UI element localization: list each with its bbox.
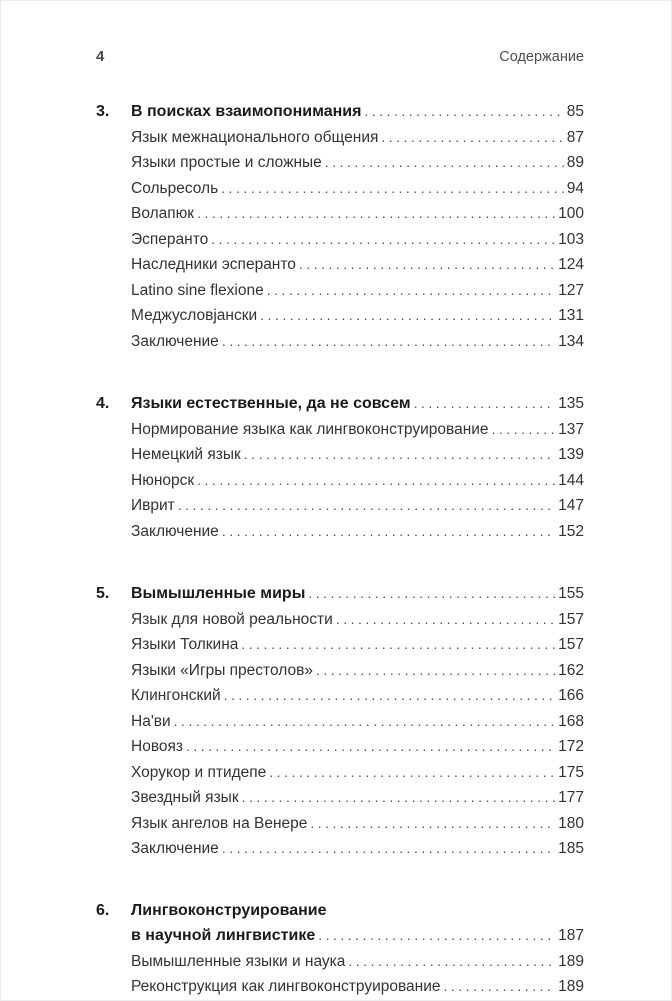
page-number: 124 — [558, 256, 584, 273]
page-number: 127 — [558, 281, 584, 299]
toc-section-heading — [96, 899, 584, 924]
toc-item — [96, 176, 584, 202]
dot-leader — [364, 99, 563, 125]
toc-section-title: в научной лингвистике — [131, 927, 316, 944]
dot-leader — [444, 974, 556, 1000]
toc-item-title: Новояз — [131, 738, 183, 755]
toc-item-title: Языки простые и сложные — [131, 154, 322, 171]
toc-item — [96, 468, 584, 494]
toc-item — [96, 442, 584, 468]
toc-section — [96, 899, 584, 1000]
dot-leader — [318, 923, 555, 949]
dot-leader — [492, 417, 556, 443]
page-number: 152 — [558, 522, 584, 540]
toc-section-number: 5. — [96, 585, 110, 602]
toc-item-title: На'ви — [131, 712, 171, 730]
dot-leader — [325, 150, 564, 176]
page-number: 157 — [558, 636, 584, 653]
dot-leader — [197, 468, 555, 494]
page-number: 177 — [558, 789, 584, 806]
page-number: 172 — [558, 738, 584, 755]
toc-section-title: Лингвоконструирование — [131, 901, 327, 919]
page-number: 157 — [558, 610, 584, 628]
toc-item-title: Клингонский — [131, 687, 221, 704]
dot-leader — [222, 519, 555, 545]
toc-item — [96, 811, 584, 837]
toc-section-heading — [96, 581, 584, 607]
toc-item — [96, 252, 584, 278]
toc-item — [96, 150, 584, 176]
page-number: 89 — [566, 154, 584, 171]
toc-item-title: Звездный язык — [131, 789, 239, 806]
toc-item-title: Заключение — [131, 840, 219, 857]
toc-section-heading — [96, 923, 584, 949]
dot-leader — [241, 632, 555, 658]
toc-section — [96, 99, 584, 354]
toc-item-title: Языки Толкина — [131, 636, 239, 653]
toc-item-title: Язык для новой реальности — [131, 610, 333, 628]
table-of-contents — [96, 99, 584, 1000]
toc-item-title: Языки «Игры престолов» — [131, 661, 313, 679]
page-number: 189 — [558, 952, 584, 970]
toc-item-title: Волапюк — [131, 205, 195, 222]
page-number: 175 — [558, 763, 584, 781]
page-number: 147 — [558, 497, 584, 514]
page-number: 185 — [558, 840, 584, 857]
toc-section — [96, 581, 584, 862]
dot-leader — [224, 683, 555, 709]
toc-section-title: Языки естественные, да не совсем — [131, 395, 411, 412]
toc-item — [96, 607, 584, 633]
dot-leader — [260, 303, 555, 329]
page-number: 87 — [566, 128, 584, 146]
page-number: 131 — [558, 307, 584, 324]
toc-section-number: 6. — [96, 901, 110, 919]
page-number: 180 — [558, 814, 584, 832]
toc-item — [96, 785, 584, 811]
page-number: 162 — [558, 661, 584, 679]
dot-leader — [381, 125, 563, 151]
toc-item — [96, 760, 584, 786]
toc-item-title: Наследники эсперанто — [131, 256, 296, 273]
toc-item — [96, 836, 584, 862]
toc-item — [96, 417, 584, 443]
toc-section-heading — [96, 99, 584, 125]
page-number-header: 4 — [96, 48, 105, 65]
toc-item — [96, 949, 584, 975]
toc-item — [96, 632, 584, 658]
dot-leader — [178, 493, 555, 519]
toc-item — [96, 974, 584, 1000]
running-title: Содержание — [499, 49, 584, 65]
toc-item — [96, 201, 584, 227]
toc-section-number: 3. — [96, 103, 110, 120]
toc-item-title: Заключение — [131, 332, 219, 350]
dot-leader — [186, 734, 555, 760]
toc-item — [96, 278, 584, 304]
dot-leader — [308, 581, 555, 607]
toc-section-title: В поисках взаимопонимания — [131, 103, 362, 120]
toc-item — [96, 709, 584, 735]
page-number: 137 — [558, 420, 584, 438]
dot-leader — [174, 709, 555, 735]
page-number: 103 — [558, 230, 584, 248]
toc-item — [96, 734, 584, 760]
page-number: 155 — [558, 585, 584, 602]
toc-item — [96, 227, 584, 253]
toc-item-title: Язык межнационального общения — [131, 128, 379, 146]
toc-item-title: Latino sine flexione — [131, 281, 264, 299]
toc-item-title: Нюнорск — [131, 471, 195, 489]
page-header — [96, 48, 584, 65]
toc-item-title: Язык ангелов на Венере — [131, 814, 308, 832]
page-number: 134 — [558, 332, 584, 350]
dot-leader — [269, 760, 555, 786]
dot-leader — [348, 949, 555, 975]
toc-item-title: Вымышленные языки и наука — [131, 952, 346, 970]
dot-leader — [197, 201, 555, 227]
page-number: 144 — [558, 471, 584, 489]
toc-section-title: Вымышленные миры — [131, 585, 306, 602]
toc-item — [96, 125, 584, 151]
page-number: 100 — [558, 205, 584, 222]
toc-item-title: Нормирование языка как лингвоконструирование — [131, 420, 489, 438]
toc-item-title: Меджусловјански — [131, 307, 258, 324]
toc-item-title: Сольресоль — [131, 179, 219, 197]
toc-item — [96, 519, 584, 545]
page-number: 85 — [566, 103, 584, 120]
dot-leader — [299, 252, 555, 278]
dot-leader — [267, 278, 555, 304]
toc-item-title: Эсперанто — [131, 230, 209, 248]
toc-item-title: Иврит — [131, 497, 175, 514]
dot-leader — [414, 391, 556, 417]
toc-item-title: Реконструкция как лингвоконструирование — [131, 978, 441, 995]
dot-leader — [310, 811, 555, 837]
dot-leader — [222, 836, 555, 862]
page-number: 168 — [558, 712, 584, 730]
dot-leader — [222, 329, 555, 355]
toc-item — [96, 658, 584, 684]
toc-item — [96, 493, 584, 519]
toc-item-title: Хорукор и птидепе — [131, 763, 267, 781]
page-number: 187 — [558, 927, 584, 944]
dot-leader — [211, 227, 555, 253]
dot-leader — [336, 607, 555, 633]
toc-section-heading — [96, 391, 584, 417]
dot-leader — [244, 442, 555, 468]
dot-leader — [316, 658, 555, 684]
page-number: 166 — [558, 687, 584, 704]
toc-section — [96, 391, 584, 544]
dot-leader — [221, 176, 564, 202]
toc-item — [96, 329, 584, 355]
page-number: 189 — [558, 978, 584, 995]
page-number: 135 — [558, 395, 584, 412]
toc-item — [96, 683, 584, 709]
toc-item — [96, 303, 584, 329]
page-number: 139 — [558, 446, 584, 463]
dot-leader — [242, 785, 556, 811]
toc-item-title: Немецкий язык — [131, 446, 241, 463]
toc-item-title: Заключение — [131, 522, 219, 540]
page-number: 94 — [566, 179, 584, 197]
toc-section-number: 4. — [96, 395, 110, 412]
